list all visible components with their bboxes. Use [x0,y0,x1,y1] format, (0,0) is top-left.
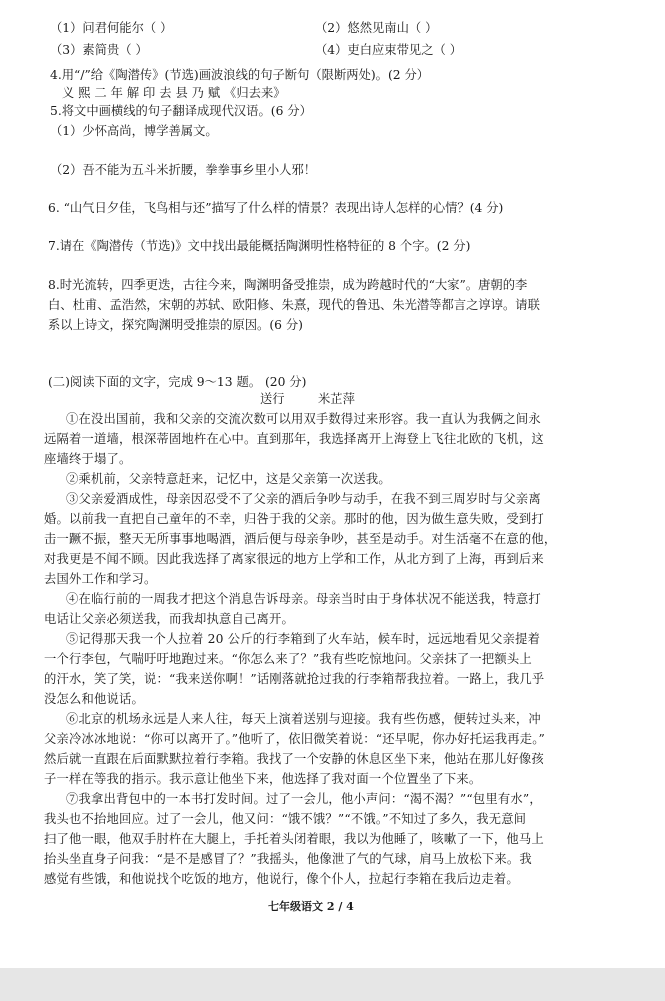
question-4-prompt: 4.用“/”给《陶潜传》(节选)画波浪线的句子断句（限断两处)。(2 分） [50,68,430,82]
essay-line: 远隔着一道墙，根深蒂固地杵在心中。直到那年，我选择离开上海登上飞往北欧的飞机，这 [44,432,544,446]
question-8-line: 系以上诗文，探究陶渊明受推崇的原因。(6 分) [48,318,303,332]
essay-author: 米芷萍 [318,392,355,406]
bottom-gray-strip [0,968,665,1001]
question-5-item-2: （2）吾不能为五斗米折腰，拳拳事乡里小人邪！ [50,163,317,177]
essay-line: ①在没出国前，我和父亲的交流次数可以用双手数得过来形容。我一直认为我俩之间永 [66,412,541,426]
matching-item-1: （1）问君何能尔（ ） [50,21,173,35]
essay-line: 父亲冷冰冰地说：“你可以离开了。”他听了，依旧微笑着说：“还早呢，你办好托运我再走。” [44,732,546,746]
matching-item-3: （3）素简贵（ ） [50,43,148,57]
question-8-line: 8.时光流转，四季更迭，古往今来，陶渊明备受推崇，成为跨越时代的“大家”。唐朝的李 [48,278,528,292]
question-5-item-1: （1）少怀高尚，博学善属文。 [50,124,218,138]
page-footer: 七年级语文 2 / 4 [268,900,354,913]
essay-line: 一个行李包，气喘吁吁地跑过来。“你怎么来了？”我有些吃惊地问。父亲抹了一把额头上 [44,652,532,666]
essay-line: ②乘机前，父亲特意赶来，记忆中，这是父亲第一次送我。 [66,472,391,486]
essay-line: 电话让父亲必须送我，而我却执意自己离开。 [44,612,294,626]
essay-line: 击一蹶不振，整天无所事事地喝酒，酒后便与母亲争吵，甚至是动手。对生活毫不在意的他， [44,532,557,546]
essay-line: 婚。以前我一直把自己童年的不幸，归咎于我的父亲。那时的他，因为做生意失败，受到打 [44,512,544,526]
essay-line: ⑥北京的机场永远是人来人往，每天上演着送别与迎接。我有些伤感，便转过头来，冲 [66,712,541,726]
question-8-line: 白、杜甫、孟浩然，宋朝的苏轼、欧阳修、朱熹，现代的鲁迅、朱光潜等都言之谆谆。请联 [48,298,540,312]
essay-line: ⑤记得那天我一个人拉着 20 公斤的行李箱到了火车站，候车时，远远地看见父亲提着 [66,632,541,646]
essay-line: ⑦我拿出背包中的一本书打发时间。过了一会儿，他小声问：“渴不渴？”“包里有水”， [66,792,542,806]
essay-line: ③父亲爱酒成性，母亲因忍受不了父亲的酒后争吵与动手，在我不到三周岁时与父亲离 [66,492,541,506]
essay-line: 感觉有些饿，和他说找个吃饭的地方，他说行，像个仆人，拉起行李箱在我后边走着。 [44,872,519,886]
essay-line: 子一样在等我的指示。我示意让他坐下来，他选择了我对面一个位置坐了下来。 [44,772,482,786]
essay-title: 送行 [260,392,285,406]
essay-line: 扫了他一眼，他双手肘杵在大腿上，手托着头闭着眼，我以为他睡了，咳嗽了一下，他马上 [44,832,544,846]
matching-item-4: （4）吏白应束带见之（ ） [315,43,462,57]
question-7: 7.请在《陶潜传（节选)》文中找出最能概括陶渊明性格特征的 8 个字。(2 分) [48,239,471,253]
question-6: 6. “山气日夕佳，飞鸟相与还”描写了什么样的情景？表现出诗人怎样的心情？(4 分) [48,201,504,215]
essay-line: 去国外工作和学习。 [44,572,157,586]
question-5-prompt: 5.将文中画横线的句子翻译成现代汉语。(6 分） [50,104,312,118]
essay-line: 我头也不抬地回应。过了一会儿，他又问：“饿不饿？”“不饿。”不知过了多久，我无意间 [44,812,527,826]
essay-line: 抬头坐直身子问我：“是不是感冒了？”我摇头，他像泄了气的气球，肩马上放松下来。我 [44,852,532,866]
essay-line: 对我更是不闻不顾。因此我选择了离家很远的地方上学和工作，从北方到了上海，再到后来 [44,552,544,566]
matching-item-2: （2）悠然见南山（ ） [315,21,438,35]
essay-line: 座墙终于塌了。 [44,452,132,466]
essay-line: 没怎么和他说话。 [44,692,144,706]
question-4-sentence: 义 熙 二 年 解 印 去 县 乃 赋 《归去来》 [62,86,286,100]
essay-line: 然后就一直跟在后面默默拉着行李箱。我找了一个安静的休息区坐下来，他站在那儿好像孩 [44,752,544,766]
essay-line: 的汗水，笑了笑，说：“我来送你啊！”话刚落就抢过我的行李箱帮我拉着。一路上，我几乎 [44,672,545,686]
essay-line: ④在临行前的一周我才把这个消息告诉母亲。母亲当时由于身体状况不能送我，特意打 [66,592,541,606]
section-2-heading: (二)阅读下面的文字，完成 9～13 题。 (20 分) [48,375,307,389]
